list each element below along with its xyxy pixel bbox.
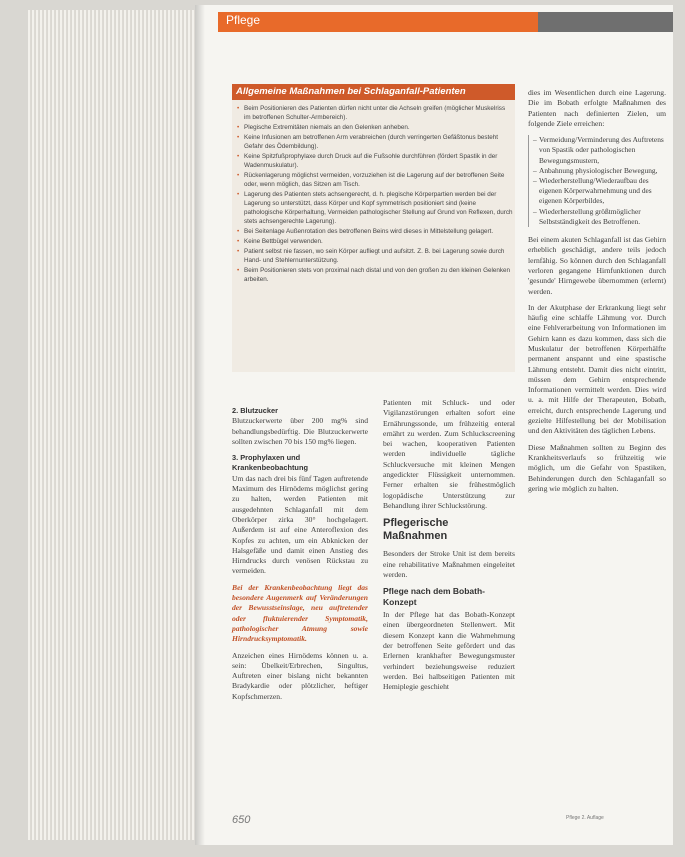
page-number: 650 — [232, 814, 251, 826]
info-box-item: • Keine Bettbügel verwenden. — [236, 237, 513, 246]
paragraph: Patienten mit Schluck- und oder Vigilanzstörungen erhalten sofort eine Ernährungssonde, um frühzeitig enteral ernährt zu werden. Zum Schluckscreening bei wachen, kooperativen Patienten werden individuelle tägliche Schluckversuche mit kleinen Mengen angedickter Flüssigkeit unternommen. Ferner erhalten sie frühestmöglich logopädische Unterstützung zur Behandlung ihrer Schluckstörung. — [383, 398, 515, 510]
info-box-item: • Bei Seitenlage Außenrotation des betroffenen Beins wird dieses in Mittelstellung gelagert. — [236, 227, 513, 236]
info-box-item: • Beim Positionieren stets von proximal nach distal und von den großen zu den kleinen Gelenken arbeiten. — [236, 266, 513, 284]
goal-item: – Wiederherstellung größtmöglicher Selbstständigkeit des Betroffenen. — [533, 207, 666, 227]
info-box-title: Allgemeine Maßnahmen bei Schlaganfall-Patienten — [232, 84, 515, 100]
text-column-1 — [232, 406, 368, 708]
paragraph: In der Pflege hat das Bobath-Konzept einen übergeordneten Stellenwert. Mit diesem Konzept kann die Wahrnehmung der betroffenen Seite gefördert und das Erlernen krankhafter Bewegungsmuster verhindert beziehungsweise reduziert werden. Bei halbseitigen Patienten mit Hemiplegie geschieht — [383, 610, 515, 692]
goal-item: – Anbahnung physiologischer Bewegung, — [533, 166, 666, 176]
paragraph: Besonders der Stroke Unit ist dem bereits eine rehabilitative Maßnahmen eingeleitet werden. — [383, 549, 515, 579]
page-edges — [28, 10, 198, 840]
paragraph: dies im Wesentlichen durch eine Lagerung. Die im Bobath erfolgte Maßnahmen des Patienten nach definierten Zielen, um folgende Ziele erreichen: — [528, 88, 666, 128]
info-box-item: • Plegische Extremitäten niemals an den Gelenken anheben. — [236, 123, 513, 132]
goals-list — [528, 135, 666, 227]
goal-item: – Vermeidung/Verminderung des Auftretens von Spastik oder pathologischen Bewegungsmustern, — [533, 135, 666, 166]
section-title: Pflege — [226, 13, 261, 27]
subsection-heading: Pflege nach dem Bobath-Konzept — [383, 586, 486, 608]
gutter-shadow — [195, 5, 205, 845]
paragraph: Anzeichen eines Hirnödems können u. a. sein: Übelkeit/Erbrechen, Singultus, Auftreten einer bislang nicht bekannten Bradykardie oder plötzlicher, heftiger Kopfschmerzen. — [232, 650, 368, 701]
paragraph: Diese Maßnahmen sollten zu Beginn des Krankheitsverlaufs so frühzeitig wie möglich, um die Gefahr von Spastiken, Behinderungen durch den Schlaganfall so gering wie möglich zu halten. — [528, 442, 666, 493]
goal-item: – Wiederherstellung/Wiederaufbau des eigenen Körperwahrnehmung und des eigenen Körperbildes, — [533, 176, 666, 207]
info-box-item: • Patient selbst nie fassen, wo sein Körper aufliegt und aufsitzt. Z. B. bei Lagerung sowie durch Hand- und Stehlernunterstützung. — [236, 247, 513, 265]
info-box-item: • Rückenlagerung möglichst vermeiden, vorzuziehen ist die Lagerung auf der betroffenen Seite oder, wenn möglich, das Sitzen am Tisch. — [236, 171, 513, 189]
section-header-bar — [218, 12, 538, 32]
subsection-heading: 3. Prophylaxen und Krankenbeobachtung — [232, 453, 308, 473]
text-column-3 — [528, 88, 666, 500]
info-box-item: • Keine Infusionen am betroffenen Arm verabreichen (durch verringerten Gefäßtonus besteht Gefahr des Ödembildung). — [236, 133, 513, 151]
footer-note: Pflege 2. Auflage — [566, 815, 604, 821]
info-box-item: • Lagerung des Patienten stets achsengerecht, d. h. plegische Körperpartien werden bei der Lagerung so unterstützt, dass Körper und Kopf symmetrisch positioniert sind (keine pathologische Körperhaltung, Vermeiden pathologischer Stellung auf Grund von Reflexen, durch stets achsengerechte Lagerung). — [236, 190, 513, 226]
info-box-item: • Beim Positionieren des Patienten dürfen nicht unter die Achseln greifen (möglicher Muskelriss im betroffenen Schulter-Armbereich). — [236, 104, 513, 122]
paragraph: Bei einem akuten Schlaganfall ist das Gehirn erheblich geschädigt, andere teils jedoch lernfähig. So können durch den Schlaganfall verloren gegangene Hirnfunktionen durch 'gesunde' Hirngewebe übernommen (erlernt) werden. — [528, 235, 666, 296]
paragraph: Blutzuckerwerte über 200 mg% sind behandlungsbedürftig. Die Blutzuckerwerte sollten zwischen 70 bis 150 mg% liegen. — [232, 416, 368, 446]
text-column-2 — [383, 398, 515, 699]
paragraph: Um das nach drei bis fünf Tagen auftretende Maximum des Hirnödems möglichst gering zu halten, werden Patienten mit ausgedehnten Schlaganfall mit dem Oberkörper zirka 30° hochgelagert. Außerdem ist auf eine Anteroflexion des Kopfes zu achten, um ein Abknicken der Halsgefäße und damit einen Anstieg des Hirndrucks durch venösen Rückstau zu vermeiden. — [232, 473, 368, 576]
info-box-item: • Keine Spitzfußprophylaxe durch Druck auf die Fußsohle durchführen (fördert Spastik in der Wadenmuskulatur). — [236, 152, 513, 170]
header-gray-bar — [538, 12, 673, 32]
subsection-heading: 2. Blutzucker — [232, 406, 279, 415]
section-heading: Pflegerische Maßnahmen — [383, 517, 449, 543]
paragraph: In der Akutphase der Erkrankung liegt sehr häufig eine schlaffe Lähmung vor. Durch eine Fehlverarbeitung von Informationen im Gehirn kann es dazu kommen, dass sich die Muskulatur der betroffenen Körperhälfte permanent anspannt und eine spastische Lähmung entsteht. Damit dies nicht eintritt, müssen dem Gehirn entsprechende Informationen vermittelt werden. Dies wird u. a. mit Hilfe der Therapeuten, Bobath, erreicht, durch entsprechende Lagerung und gezielte Hilfestellung bei der Mobilisation und den Aktivitäten des täglichen Lebens. — [528, 302, 666, 436]
highlight-note: Bei der Krankenbeobachtung liegt das besondere Augenmerk auf Veränderungen der Bewusstseinslage, neu auftretender oder fluktuierender Symptomatik, pathologischer Atmung sowie Hirndrucksymptomatik. — [232, 582, 368, 644]
info-box-list — [236, 104, 513, 285]
